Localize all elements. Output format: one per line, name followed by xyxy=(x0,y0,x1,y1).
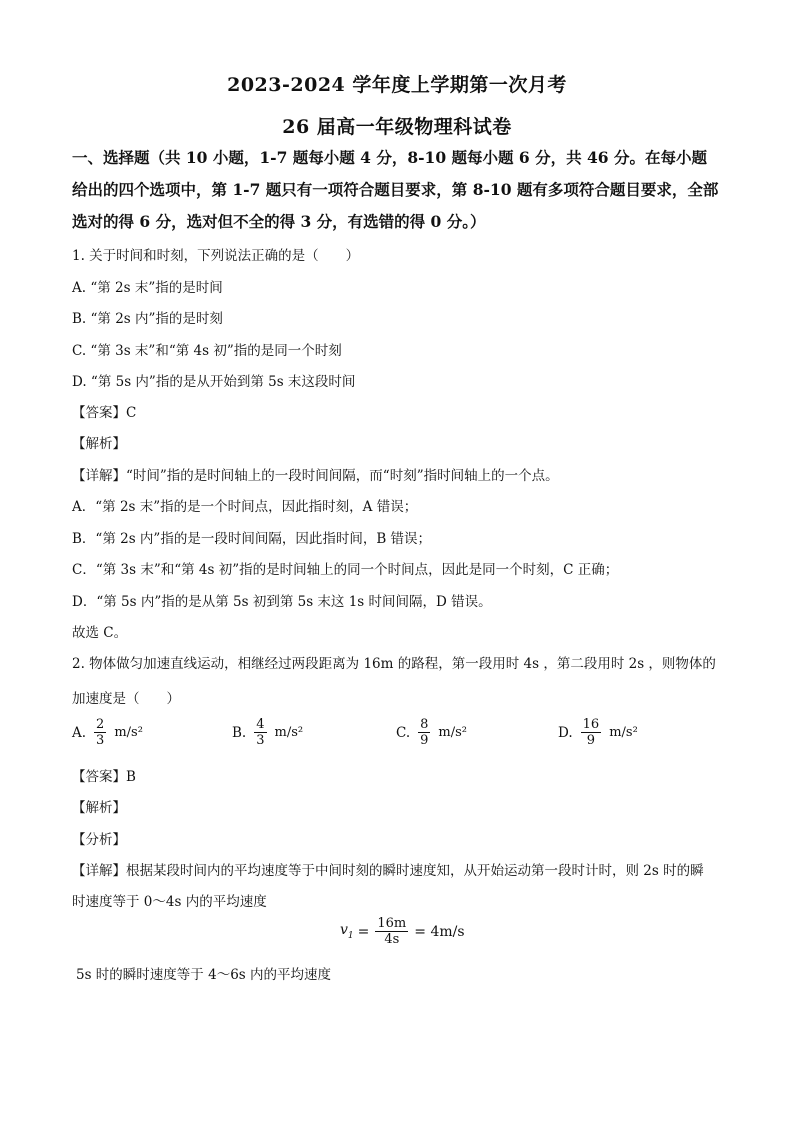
q2-stem-line2: 加速度是（ ） xyxy=(72,691,180,707)
q2-option-b-fraction xyxy=(254,717,266,748)
q2-option-d-fraction xyxy=(581,717,602,748)
q1-option-a: A. “第 2s 末”指的是时间 xyxy=(72,280,223,296)
q2-option-d xyxy=(558,717,638,748)
q1-detail-d: D．“第 5s 内”指的是从第 5s 初到第 5s 末这 1s 时间间隔，D 错误。 xyxy=(72,594,492,610)
formula-fraction xyxy=(375,916,408,947)
q1-option-d: D. “第 5s 内”指的是从开始到第 5s 末这段时间 xyxy=(72,374,356,390)
unit: m/s² xyxy=(114,725,143,740)
q2-option-b xyxy=(232,717,303,748)
q2-analysis-label: 【解析】 xyxy=(72,800,126,816)
q2-stem-line1: 2. 物体做匀加速直线运动，相继经过两段距离为 16m 的路程，第一段用时 4s ，第二段用时 2s ，则物体的 xyxy=(72,656,716,672)
velocity-formula xyxy=(340,916,465,947)
formula-rhs: = 4m/s xyxy=(414,923,465,940)
q2-option-a xyxy=(72,717,143,748)
q1-detail-b: B．“第 2s 内”指的是一段时间间隔，因此指时间，B 错误； xyxy=(72,531,432,547)
fraction-denominator: 9 xyxy=(586,733,596,748)
unit: m/s² xyxy=(609,725,638,740)
unit: m/s² xyxy=(274,725,304,740)
formula-lhs: $v_1$ xyxy=(340,922,354,941)
q2-detail-line3: 5s 时的瞬时速度等于 4～6s 内的平均速度 xyxy=(76,967,331,983)
formula-equals: = xyxy=(357,923,370,940)
q1-answer: 【答案】C xyxy=(72,405,137,421)
q2-option-c-fraction xyxy=(418,717,430,748)
q1-option-b: B. “第 2s 内”指的是时刻 xyxy=(72,311,223,327)
q2-option-c-label: C. xyxy=(396,724,411,741)
fraction-numerator: 4 xyxy=(256,717,265,732)
fraction-numerator: 16 xyxy=(582,717,600,732)
fraction-denominator: 3 xyxy=(96,733,105,748)
q1-conclusion: 故选 C。 xyxy=(72,625,128,641)
fraction-denominator: 9 xyxy=(420,733,429,748)
fraction-denominator: 4s xyxy=(384,932,400,947)
fraction-numerator: 8 xyxy=(420,717,429,732)
q2-option-b-label: B. xyxy=(232,724,247,741)
exam-title: 2023-2024 学年度上学期第一次月考 xyxy=(227,74,567,96)
q2-answer: 【答案】B xyxy=(72,769,136,785)
q1-analysis-label: 【解析】 xyxy=(72,436,126,452)
q2-detail-line1: 【详解】根据某段时间内的平均速度等于中间时刻的瞬时速度知，从开始运动第一段时计时，则 2s 时的瞬 xyxy=(72,863,704,879)
q2-fenxi-label: 【分析】 xyxy=(72,832,126,848)
q1-detail-c: C．“第 3s 末”和“第 4s 初”指的是时间轴上的同一个时间点，因此是同一个时刻，C 正确； xyxy=(72,562,619,578)
exam-subtitle: 26 届高一年级物理科试卷 xyxy=(282,116,512,138)
q2-option-c xyxy=(396,717,467,748)
fraction-denominator: 3 xyxy=(256,733,265,748)
q1-detail-a: A．“第 2s 末”指的是一个时间点，因此指时刻，A 错误； xyxy=(72,499,418,515)
fraction-numerator: 2 xyxy=(96,717,105,732)
q1-option-c: C. “第 3s 末”和“第 4s 初”指的是同一个时刻 xyxy=(72,343,342,359)
q1-detail-intro: 【详解】“时间”指的是时间轴上的一段时间间隔，而“时刻”指时间轴上的一个点。 xyxy=(72,468,559,484)
unit: m/s² xyxy=(438,725,468,740)
formula-subscript: 1 xyxy=(347,930,354,941)
fraction-numerator: 16m xyxy=(377,916,407,931)
q1-stem: 1. 关于时间和时刻，下列说法正确的是（ ） xyxy=(72,248,360,264)
section-instructions: 一、选择题（共 10 小题，1-7 题每小题 4 分，8-10 题每小题 6 分，共 46 分。在每小题给出的四个选项中，第 1-7 题只有一项符合题目要求，第 8-10 题有多项符合题目要求，全部选对的得 6 分，选对但不全的得 3 分，有选错的得 0 分。） xyxy=(72,148,719,231)
q2-detail-line2: 时速度等于 0～4s 内的平均速度 xyxy=(72,894,267,910)
q2-option-a-label: A. xyxy=(72,724,87,741)
q2-option-d-label: D. xyxy=(558,724,573,741)
q2-option-a-fraction xyxy=(94,717,106,748)
